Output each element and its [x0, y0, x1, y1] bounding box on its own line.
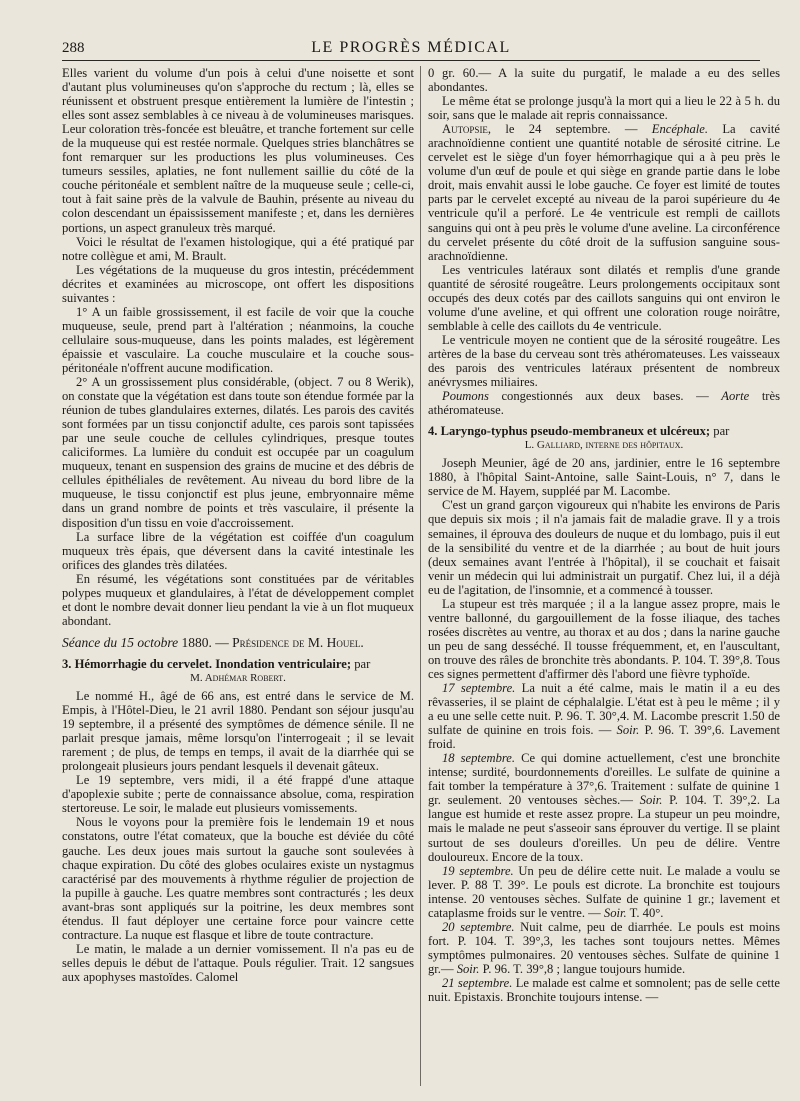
- column-divider: [420, 66, 421, 1086]
- paragraph: [428, 681, 780, 751]
- entry-date: 17 septembre.: [442, 681, 516, 696]
- paragraph: Le nommé H., âgé de 66 ans, est entré dans le service de M. Empis, à l'Hôtel-Dieu, le 21 avril 1880. Pendant son séjour jusqu'au 19 septembre, il a présenté des symptômes de démence sénile. Il ne parlait presque jamais, même lorsqu'on l'interrogeait ; il se levait rarement ; de plus, de temps en temps, il avait de la diarrhée qui se prolongeait plusieurs jours pendant lesquels il devenait gâteux.: [62, 689, 414, 774]
- paragraph-text: congestionnés aux deux bases. —: [501, 389, 709, 404]
- paragraph: 2° A un grossissement plus considérable, (object. 7 ou 8 Werik), on constate que la végétation est dans toute son étendue formée par la réunion de tubes glandulaires externes, dilatés. Les parois des cavités sont formées par un tissu conjonctif adulte, ces parois sont tapissées par une seule couche de cellules cylindriques, presque toutes caliciformes. La lumière du conduit est occupée par un coagulum muqueux, tenant en suspension des grains de mucine et des débris de cellules épithéliales de revêtement. Au niveau du bord libre de la muqueuse, le tissu conjonctif est plus jeune, embryonnaire même dans un grand nombre de points et très vasculaire, il présente la disposition d'un tissu en voie d'accroissement.: [62, 375, 414, 530]
- paragraph-text: Nuit calme, peu de diarrhée. Le pouls est moins fort. P. 104. T. 39°,3, les taches sont toujours nettes. Mêmes symptômes pulmonaires. 20 ventouses sèches. Sulfate de quinine 1 gr.—: [428, 919, 780, 976]
- autopsie-label: Autopsie,: [442, 122, 492, 137]
- section-4-heading: [428, 424, 780, 452]
- paragraph: Joseph Meunier, âgé de 20 ans, jardinier, entre le 16 septembre 1880, à l'hôpital Saint-Antoine, salle Saint-Louis, n° 7, dans le service de M. Hayem, suppléé par M. Lacombe.: [428, 456, 780, 499]
- page-number: 288: [62, 40, 85, 56]
- section-3-heading: [62, 657, 414, 685]
- organ-label: Encéphale.: [651, 122, 709, 137]
- paragraph: [428, 976, 780, 1004]
- seance-heading: [62, 636, 414, 650]
- organ-label: Aorte: [721, 389, 750, 404]
- right-column: [428, 66, 780, 1086]
- section-by: par: [713, 424, 730, 439]
- paragraph: C'est un grand garçon vigoureux qui n'habite les environs de Paris que depuis six mois ; il n'a jamais fait de maladie grave. Il y a trois semaines, il éprouva des douleurs de nuque et du lombago, puis il eut de la sensibilité du ventre et de la diarrhée ; au bout de huit jours (deux semaines avant l'entrée à l'hôpital), il se couchait et faisait venir un médecin qui lui administrait un purgatif. Chez lui, il a déjà eu de l'agitation, de l'insomnie, et a commencé à tousser.: [428, 498, 780, 597]
- seance-date-wrap: [120, 635, 178, 650]
- autopsie-date: le 24 septembre. —: [505, 122, 638, 137]
- paragraph: La surface libre de la végétation est coiffée d'un coagulum muqueux très épais, que déversent dans la cavité intestinale les orifices des glandes très dilatées.: [62, 529, 414, 572]
- entry-date: 18 septembre.: [442, 751, 516, 766]
- paragraph: Nous le voyons pour la première fois le lendemain 19 et nous constatons, outre l'état comateux, que la bouche est déviée du côté gauche. Les deux joues mais surtout la gauche sont soulevées à chaque expiration. Du côté des globes oculaires existe un nystagmus caractérisé par des mouvements à rhythme régulier de projection de la pupille à gauche. Les quatre membres sont contracturés ; les deux avant-bras sont appliqués sur la poitrine, les deux membres sont étendus. Il faut déployer une certaine force pour vaincre cette contracture. La nuque est flasque et libre de toute contracture.: [62, 815, 414, 942]
- soir-label: Soir.: [603, 905, 627, 920]
- seance-label: Séance du: [62, 634, 118, 650]
- paragraph: [428, 751, 780, 863]
- section-number: 4.: [428, 424, 438, 439]
- organ-label: Poumons: [442, 389, 489, 404]
- paragraph: [428, 864, 780, 920]
- entry-date: 20 septembre.: [442, 919, 515, 934]
- paragraph: Le ventricule moyen ne contient que de la sérosité rougeâtre. Les artères de la base du cerveau sont très athéromateuses. Les vaisseaux des parois des ventricules latéraux présentent de nombreux anévrysmes miliaires.: [428, 332, 780, 390]
- paragraph: 1° A un faible grossissement, il est facile de voir que la couche muqueuse, seule, prend part à l'altération ; néanmoins, la couche cellulaire sous-muqueuse, dans les points malades, est légèrement épaissie et vasculaire. La couche musculaire et la couche sous-péritonéale n'offrent aucune modification.: [62, 304, 414, 375]
- paragraph-text: P. 104. T. 39°,2. La langue est humide et reste assez propre. La stupeur un peu moindre, mais le malade ne peut s'asseoir sans éprouver du vertige. Il se plaint surtout de ses douleurs d'oreilles. Un peu de délire. Ventre douloureux. Encore de la toux.: [428, 793, 780, 864]
- soir-label: Soir.: [639, 793, 663, 808]
- soir-label: Soir.: [616, 723, 640, 738]
- paragraph: Les végétations de la muqueuse du gros intestin, précédemment décrites et examinées au microscope, ont offert les dispositions suivantes :: [62, 262, 414, 305]
- paragraph: Le matin, le malade a un dernier vomissement. Il n'a pas eu de selles depuis le début de l'attaque. Pouls régulier. Trait. 12 sangsues aux apophyses mastoïdes. Calomel: [62, 941, 414, 984]
- seance-year: 1880.: [181, 634, 212, 650]
- paragraph: [428, 920, 780, 976]
- section-title: Laryngo-typhus pseudo-membraneux et ulcéreux;: [440, 424, 711, 439]
- paragraph-text: très athéromateuse.: [428, 389, 780, 418]
- entry-date: 19 septembre.: [442, 863, 514, 878]
- entry-date: 21 septembre.: [442, 976, 513, 990]
- running-title: LE PROGRÈS MÉDICAL: [311, 39, 511, 56]
- paragraph: [428, 122, 780, 262]
- paragraph-text: Le malade est calme et somnolent; pas de selle cette nuit. Epistaxis. Bronchite toujours intense. —: [428, 976, 780, 1005]
- paragraph-text: T. 40°.: [629, 905, 664, 920]
- paragraph: 0 gr. 60.— A la suite du purgatif, le malade a eu des selles abondantes.: [428, 66, 780, 95]
- soir-label: Soir.: [456, 961, 480, 976]
- paragraph: Le 19 septembre, vers midi, il a été frappé d'une attaque d'apoplexie subite ; perte de connaissance absolue, coma, respiration stertoreuse. Le soir, le malade eut plusieurs vomissements.: [62, 773, 414, 816]
- paragraph-text: P. 96. T. 39°,6. Lavement froid.: [428, 723, 780, 752]
- section-author: L. Galliard, interne des hôpitaux.: [524, 439, 684, 452]
- paragraph-text: P. 96. T. 39°,8 ; langue toujours humide.: [482, 961, 686, 976]
- section-title: Hémorrhagie du cervelet. Inondation ventriculaire;: [74, 656, 352, 671]
- paragraph: La stupeur est très marquée ; il a la langue assez propre, mais le ventre ballonné, du gargouillement de la fosse iliaque, des taches rosées discrètes au ventre, au thorax et au dos ; dans la narine gauche un peu de sang desséché. Il tousse fréquemment, et, en l'auscultant, on trouve des râles de bronchite très abondants. P. 104. T. 39°,8. Tous ces signes permettent d'affirmer dès l'abord une fièvre typhoïde.: [428, 596, 780, 681]
- paragraph: En résumé, les végétations sont constituées par de véritables polypes muqueux et glandulaires, à l'état de développement complet et dont le nombre devait donner lieu pendant la vie à un flot muqueux abondant.: [62, 571, 414, 628]
- paragraph: Le même état se prolonge jusqu'à la mort qui a lieu le 22 à 5 h. du soir, sans que le malade ait repris connaissance.: [428, 94, 780, 123]
- seance-presidence: — Présidence de M. Houel.: [215, 634, 364, 650]
- section-number: 3.: [62, 656, 72, 671]
- seance-date: 15 octobre: [120, 634, 179, 650]
- paragraph: Voici le résultat de l'examen histologique, qui a été pratiqué par notre collègue et ami, M. Brault.: [62, 234, 414, 263]
- left-column: [62, 66, 414, 1086]
- paragraph-text: La nuit a été calme, mais le matin il a eu des rêvasseries, il se plaint de céphalalgie. L'état est à peu le même ; il y a eu une selle cette nuit. P. 96. T. 30°,4. M. Lacombe prescrit 1.50 de sulfate de quinine en trois fois. —: [428, 681, 780, 738]
- page-header: [62, 38, 760, 61]
- paragraph: [428, 389, 780, 417]
- paragraph-text: Un peu de délire cette nuit. Le malade a voulu se lever. P. 88 T. 39°. Le pouls est dicrote. La bronchite est toujours intense. 20 ventouses sèches. Sulfate de quinine 1 gr.; lavement et cataplasme froids sur le ventre. —: [428, 863, 780, 920]
- section-by: par: [354, 656, 371, 671]
- paragraph-text: La cavité arachnoïdienne contient une quantité notable de sérosité citrine. Le cervelet est le siège d'un foyer hémorrhagique qui a à peu près le volume d'un œuf de poule et qui siège en grande partie dans le lobe droit, mais envahit aussi le lobe gauche. Ce foyer est limité de toutes parts par le cervelet excepté au niveau de la paroi supérieure du 4e ventricule qu'il a perforé. Le 4e ventricule est rempli de caillots sanguins qui ont à peu près le volume d'une aveline. La circonférence du cervelet présente du côté droit de la suffusion sanguine sous-arachnoïdienne.: [428, 122, 780, 263]
- paragraph-text: Ce qui domine actuellement, c'est une bronchite intense; surdité, bourdonnements d'oreilles. Le sulfate de quinine a fait tomber la température à 37°,6. Traitement : sulfate de quinine 1 gr. seulement. 20 ventouses sèches.—: [428, 751, 780, 808]
- section-author: M. Adhémar Robert.: [190, 671, 286, 684]
- paragraph: Elles varient du volume d'un pois à celui d'une noisette et sont d'autant plus volumineuses qu'on s'approche du rectum ; là, elles se réunissent et obstruent presque entièrement la lumière de l'intestin ; elles sont assez semblables à ce niveau à de volumineuses marisques. Leur coloration très-foncée est bleuâtre, et tranche fortement sur celle de la muqueuse qui est restée normale. Quelques stries blanchâtres se font remarquer sur les productions les plus volumineuses. Ces tumeurs sessiles, aplaties, ne font nullement saillie du côté de la couche péritonéale et semblent naître de la muqueuse seule ; celle-ci, tout à fait saine près de la valvule de Bauhin, présente au niveau du colon descendant un épaississement manifeste ; et, dans les dernières portions, un aspect granuleux très marqué.: [62, 66, 414, 235]
- paragraph: Les ventricules latéraux sont dilatés et remplis d'une grande quantité de sérosité rougeâtre. Leurs prolongements occipitaux sont occupés des deux cotés par des caillots sanguins qui ont environ le volume d'une aveline, et qui offrent une coloration rouge noirâtre, semblable à celle des caillots du 4e ventricule.: [428, 262, 780, 333]
